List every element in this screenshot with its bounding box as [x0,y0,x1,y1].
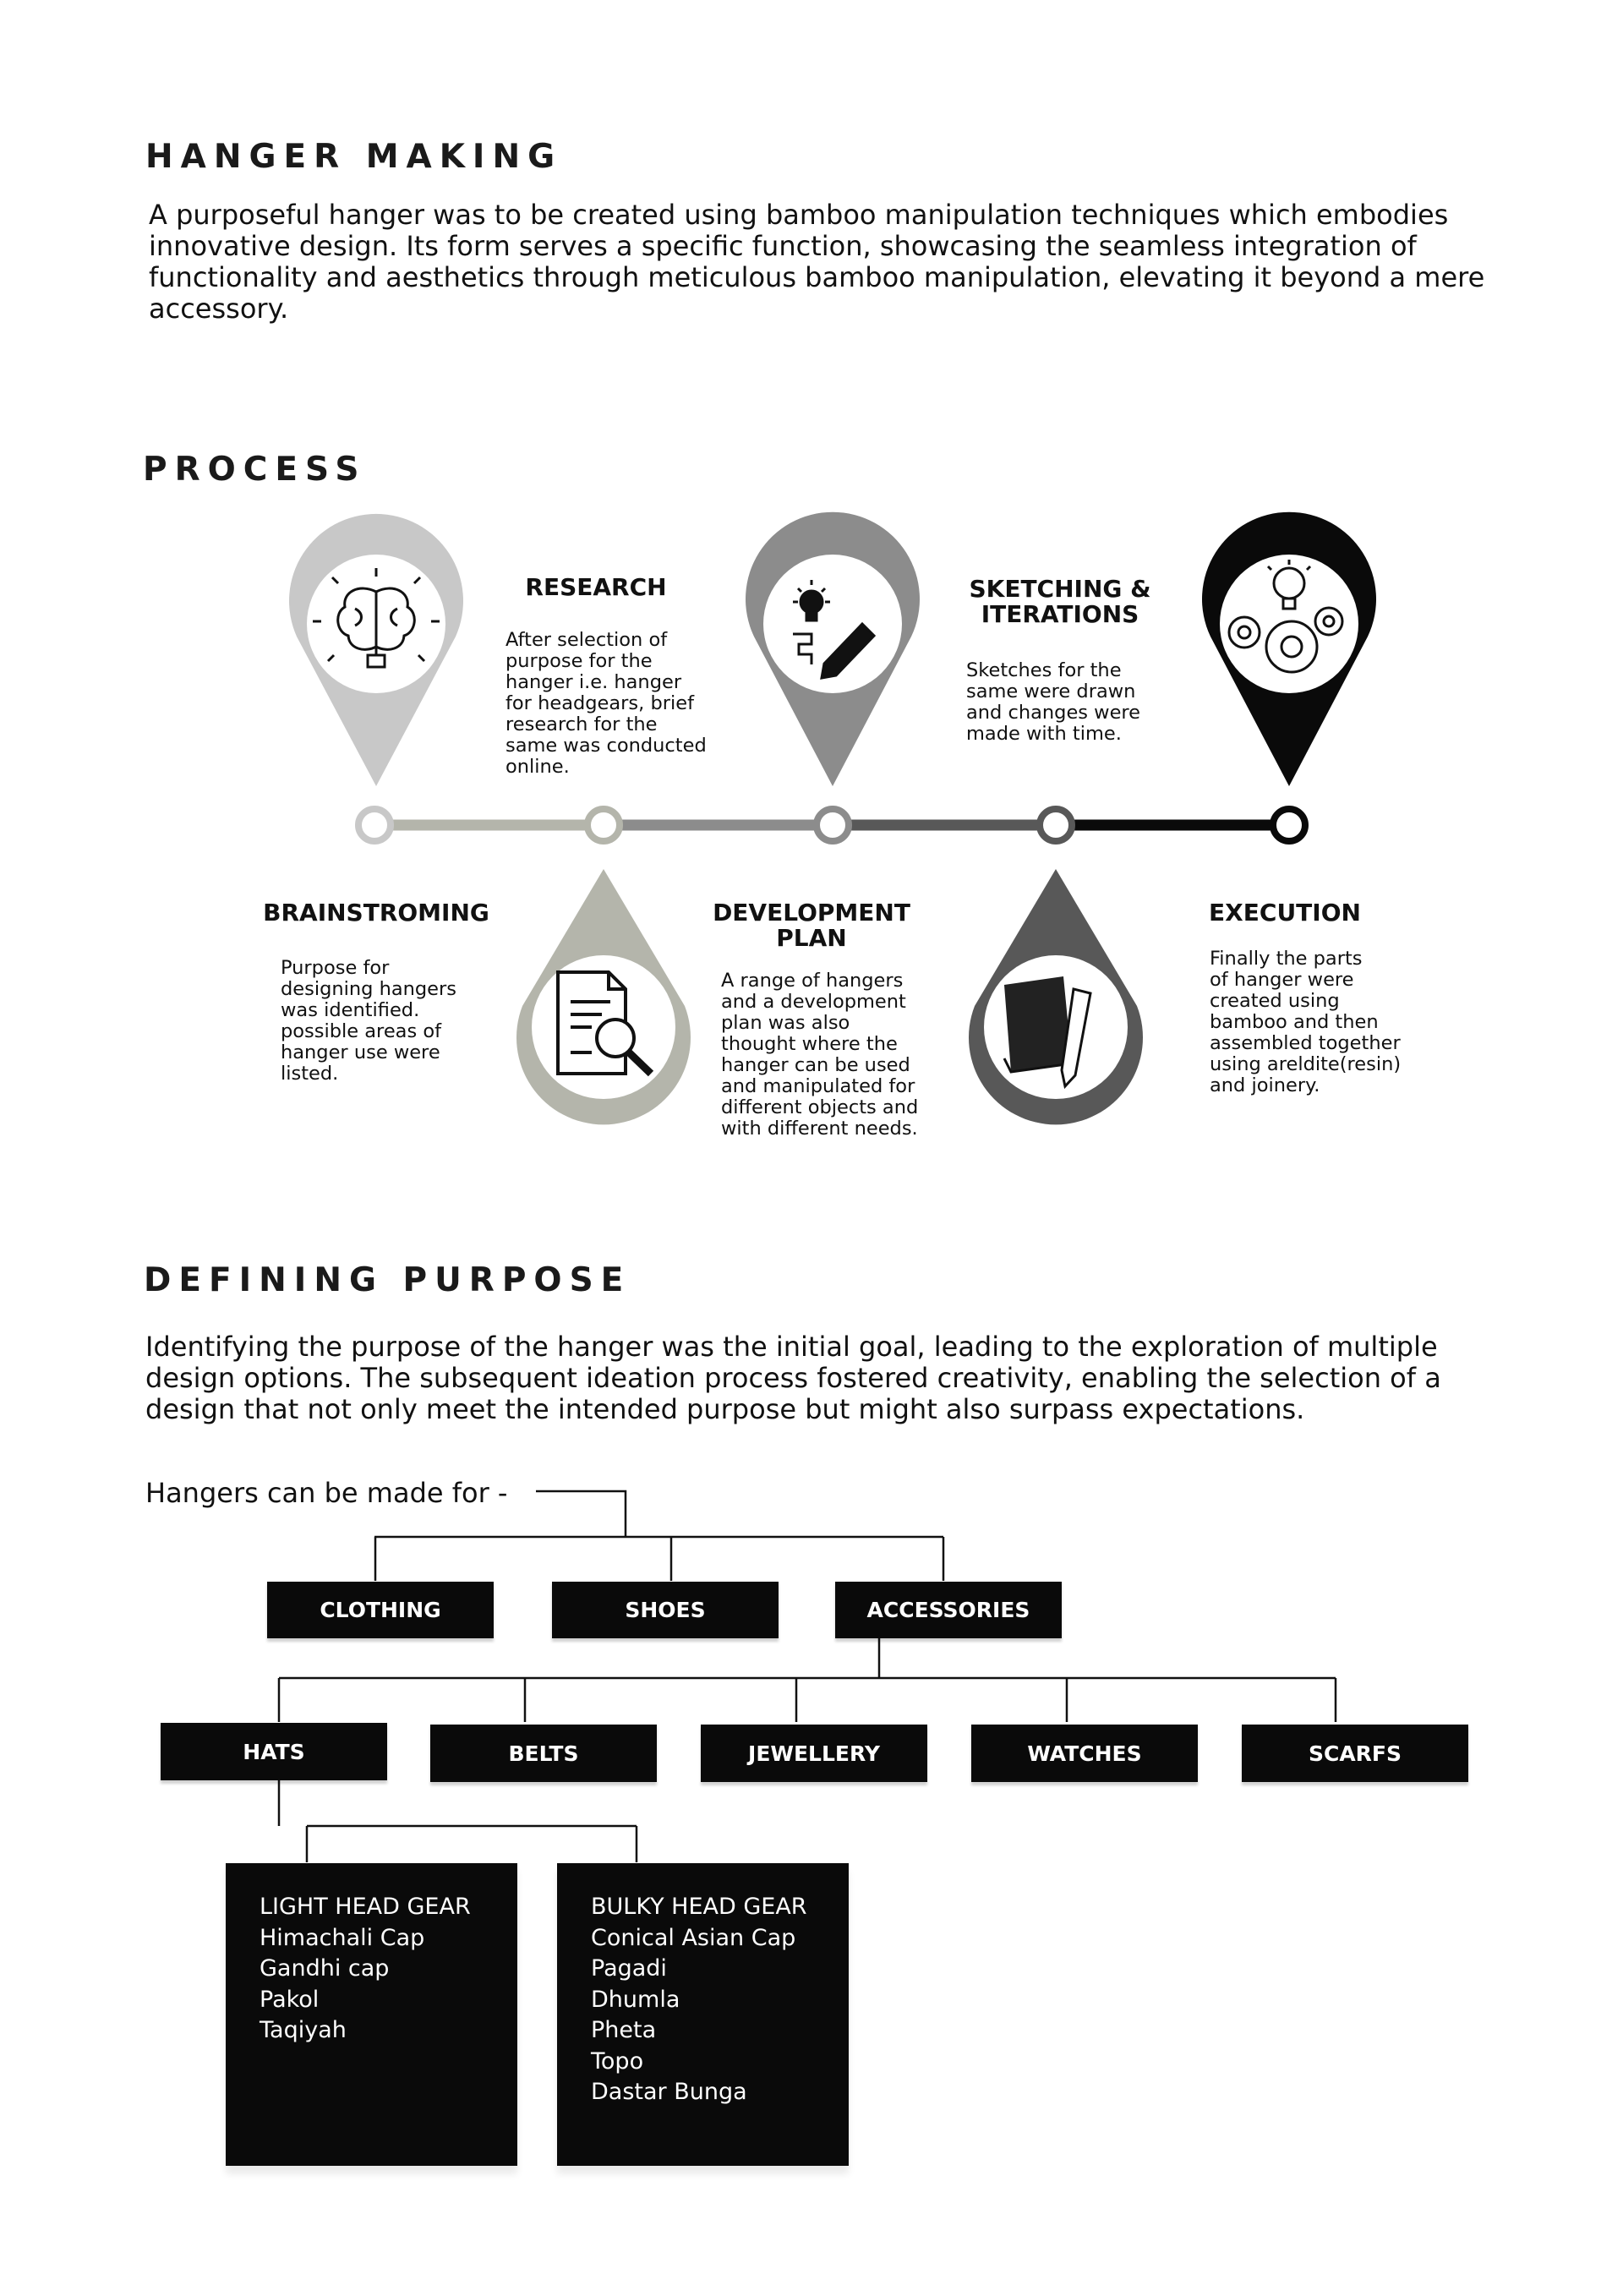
timeline-node-2 [587,809,620,841]
list-item: Conical Asian Cap [591,1924,796,1951]
timeline-node-1 [358,809,391,841]
step-title-execution: EXECUTION [1209,899,1361,927]
step-title-research: RESEARCH [525,573,667,601]
tree-connectors [0,1471,1623,1877]
list-item: Dhumla [591,1986,680,2013]
list-item: Pheta [591,2017,657,2043]
section-heading-process: PROCESS [143,451,367,489]
timeline-node-3 [817,809,849,841]
step-desc-sketching: Sketches for the same were drawn and changes were made with time. [966,659,1141,745]
pin-sketching [969,869,1143,1124]
step-desc-development-plan: A range of hangers and a development plan was also thought where the hanger can be used and manipulated for different objects and with different needs. [721,970,919,1140]
step-title-sketching: SKETCHING & ITERATIONS [969,575,1151,628]
step-desc-research: After selection of purpose for the hanger i.e. hanger for headgears, brief research for the same was conducted online. [505,629,707,778]
accessory-box-hats: HATS [161,1723,387,1780]
category-box-clothing: CLOTHING [267,1582,494,1638]
list-item: Pakol [260,1986,320,2013]
pin-brainstorming [289,514,463,786]
section-heading-defining-purpose: DEFINING PURPOSE [144,1261,631,1299]
accessory-box-scarfs: SCARFS [1242,1725,1468,1782]
step-title-brainstorming: BRAINSTROMING [263,899,489,927]
light-head-gear-title: LIGHT HEAD GEAR [260,1894,471,1920]
pin-execution [1202,512,1376,786]
list-item: Pagadi [591,1955,667,1982]
list-item: Himachali Cap [260,1924,425,1951]
tree-root-label: Hangers can be made for - [145,1477,508,1509]
bulky-head-gear-box [557,1863,849,2166]
bulky-head-gear-title: BULKY HEAD GEAR [591,1894,807,1920]
timeline-node-4 [1040,809,1072,841]
accessory-box-belts: BELTS [430,1725,657,1782]
purpose-paragraph: Identifying the purpose of the hanger was the initial goal, leading to the exploration of multiple design options. The subsequent ideation process fostered creativity, enabling the selection of a design that not only meet the intended purpose but might also surpass expectations. [145,1331,1441,1425]
list-item: Taqiyah [260,2017,347,2043]
step-desc-execution: Finally the parts of hanger were created using bamboo and then assembled together using areldite(resin) and joinery. [1210,948,1402,1096]
list-item: Gandhi cap [260,1955,390,1982]
intro-paragraph: A purposeful hanger was to be created using bamboo manipulation techniques which embodies innovative design. Its form serves a specific function, showcasing the seamless integration of functionality and aesthetics through meticulous bamboo manipulation, elevating it beyond a mere accessory. [149,199,1485,325]
list-item: Topo [591,2047,644,2075]
section-heading-hanger-making: HANGER MAKING [145,138,563,176]
accessory-box-watches: WATCHES [971,1725,1198,1782]
step-title-development-plan: DEVELOPMENT PLAN [713,899,910,952]
pin-research [516,869,691,1124]
timeline-node-5 [1273,809,1305,841]
category-box-accessories: ACCESSORIES [835,1582,1062,1638]
pin-development-plan [746,512,920,786]
list-item: Dastar Bunga [591,2079,747,2105]
step-desc-brainstorming: Purpose for designing hangers was identified. possible areas of hanger use were listed. [281,957,456,1085]
light-head-gear-box [226,1863,517,2166]
category-box-shoes: SHOES [552,1582,779,1638]
accessory-box-jewellery: JEWELLERY [701,1725,927,1782]
